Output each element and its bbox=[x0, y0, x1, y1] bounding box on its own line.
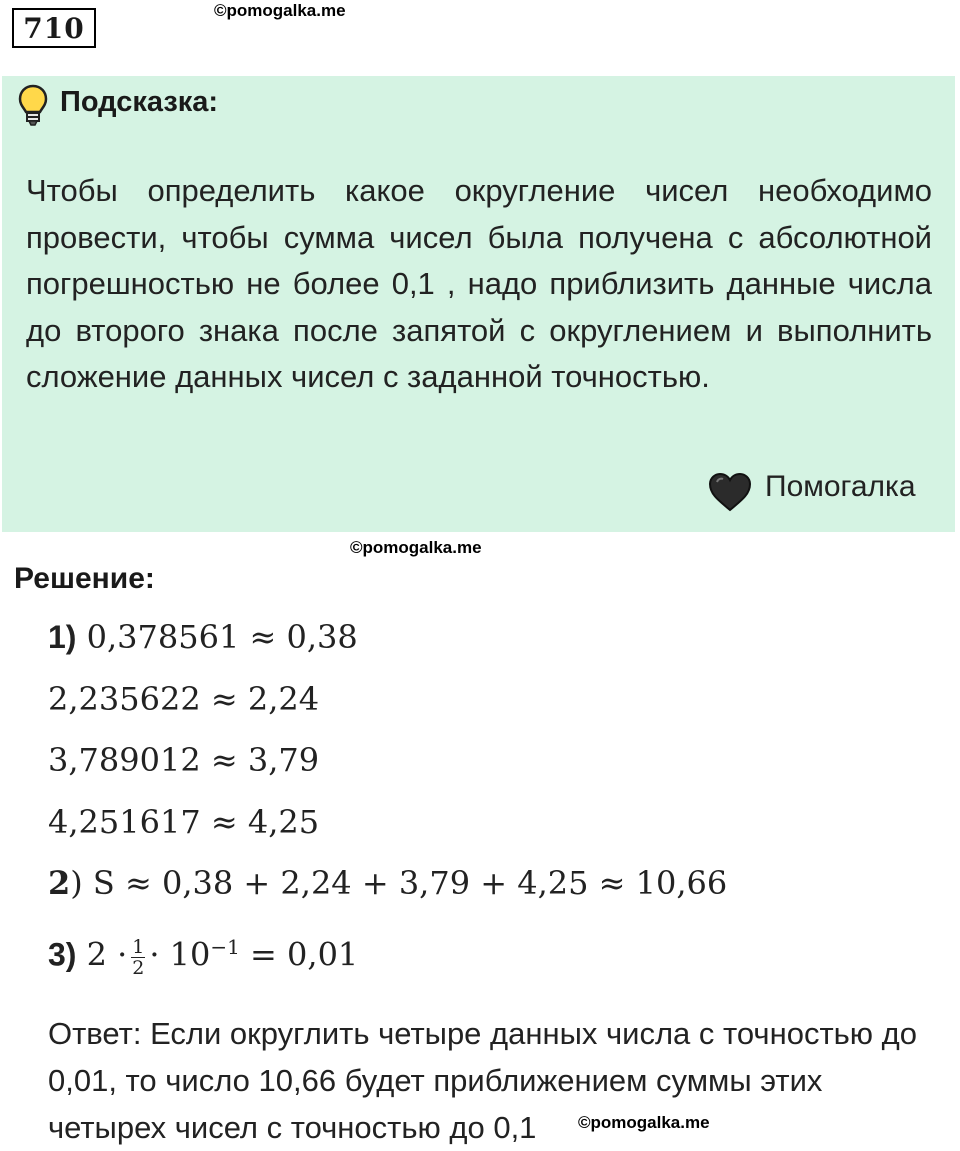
fraction-numerator: 1 bbox=[132, 935, 145, 958]
answer-text: Ответ: Если округлить четыре данных числа с точностью до 0,01, то число 10,66 будет приближением суммы этих четырех чисел с точностью до 0,1 bbox=[48, 1016, 917, 1145]
hint-title: Подсказка: bbox=[60, 86, 219, 118]
step3-line bbox=[48, 935, 358, 978]
problem-number: 710 bbox=[12, 8, 96, 48]
watermark-top: ©pomogalka.me bbox=[214, 1, 346, 20]
step1-line4: 4,251617 ≈ 4,25 bbox=[48, 803, 320, 841]
step3-fraction bbox=[131, 937, 145, 978]
step1-line3: 3,789012 ≈ 3,79 bbox=[48, 741, 320, 779]
signature: Помогалка bbox=[765, 470, 916, 503]
step2-expr: S ≈ 0,38 + 2,24 + 3,79 + 4,25 ≈ 10,66 bbox=[92, 864, 728, 902]
step2-paren: ) bbox=[70, 864, 83, 902]
lightbulb-icon bbox=[18, 84, 48, 126]
step1-line2: 2,235622 ≈ 2,24 bbox=[48, 680, 320, 718]
step2-line bbox=[48, 864, 727, 902]
hint-text: Чтобы определить какое округление чисел необходимо провести, чтобы сумма чисел была получена с абсолютной погрешностью не более 0,1 , надо приблизить данные числа до второго знака после запятой с округлением и выполнить сложение данных чисел с заданной точностью. bbox=[26, 173, 932, 394]
step2-label: 2 bbox=[48, 864, 71, 902]
step3-exponent: −1 bbox=[210, 935, 240, 959]
watermark-middle: ©pomogalka.me bbox=[350, 538, 482, 557]
step3-post: = 0,01 bbox=[250, 935, 359, 974]
step1-label: 1) bbox=[48, 619, 77, 655]
heart-icon bbox=[708, 472, 752, 512]
fraction-denominator: 2 bbox=[132, 956, 145, 979]
step3-label: 3) bbox=[48, 936, 77, 973]
step1-line1 bbox=[48, 618, 358, 656]
watermark-bottom: ©pomogalka.me bbox=[578, 1113, 710, 1132]
step1-expr-1: 0,378561 ≈ 0,38 bbox=[86, 618, 358, 656]
solution-title: Решение: bbox=[14, 562, 155, 595]
step3-mid: · 10 bbox=[149, 935, 211, 974]
step3-pre: 2 · bbox=[86, 935, 128, 974]
